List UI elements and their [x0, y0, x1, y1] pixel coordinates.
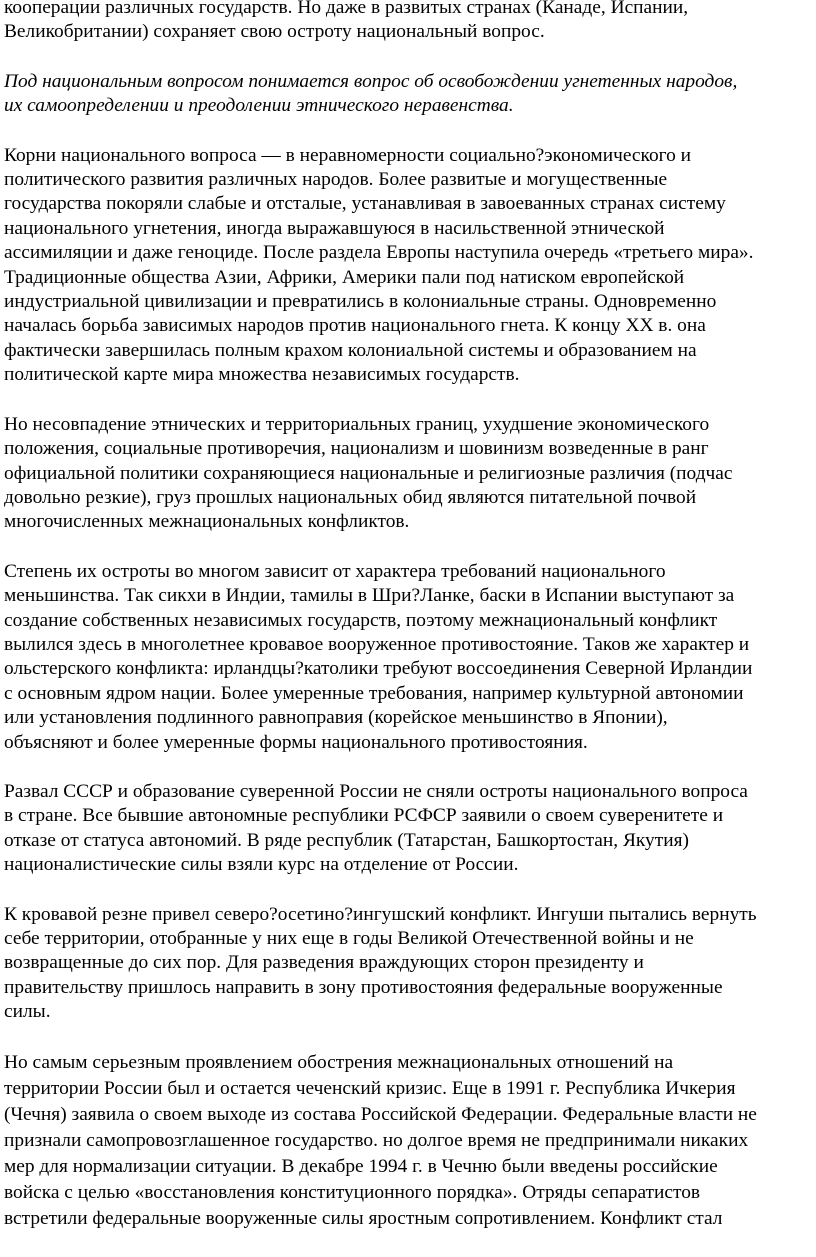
paragraph-ussr: [4, 780, 816, 878]
text-line: правительству пришлось направить в зону противостояния федеральные вооруженные: [4, 976, 723, 998]
text-line: началась борьба зависимых народов против национального гнета. К концу XX в. она: [4, 315, 706, 337]
text-line: фактически завершилась полным крахом колониальной системы и образованием на: [4, 339, 697, 361]
text-line: Корни национального вопроса — в неравномерности социально?экономического и: [4, 144, 692, 166]
text-line: Но самым серьезным проявлением обострения межнациональных отношений на: [4, 1051, 674, 1073]
text-line: индустриальной цивилизации и превратились в колониальные страны. Одновременно: [4, 291, 717, 313]
paragraph-conflicts: [4, 413, 816, 535]
text-line: официальной политики сохраняющиеся национальные и религиозные различия (подчас: [4, 462, 733, 484]
text-line: объясняют и более умеренные формы национального противостояния.: [4, 731, 588, 753]
text-line: ольстерского конфликта: ирландцы?католики требуют воссоединения Северной Ирландии: [4, 658, 753, 680]
text-line: многочисленных межнациональных конфликтов.: [4, 511, 410, 533]
paragraph-severity: [4, 560, 816, 755]
text-line: Развал СССР и образование суверенной России не сняли остроты национального вопроса: [4, 780, 748, 802]
text-line: положения, социальные противоречия, национализм и шовинизм возведенные в ранг: [4, 438, 709, 460]
paragraph-ossetia: [4, 903, 816, 1025]
text-line: встретили федеральные вооруженные силы яростным сопротивлением. Конфликт стал: [4, 1207, 723, 1229]
paragraph-intro: [4, 0, 816, 45]
text-line: политического развития различных народов. Более развитые и могущественные: [4, 169, 668, 191]
text-line: территории России был и остается чеченский кризис. Еще в 1991 г. Республика Ичкерия: [4, 1077, 736, 1099]
text-line: создание собственных независимых государств, поэтому межнациональный конфликт: [4, 609, 718, 631]
text-line: государства покоряли слабые и отсталые, устанавливая в завоеванных странах систему: [4, 193, 726, 215]
text-line: (Чечня) заявила о своем выходе из состава Российской Федерации. Федеральные власти не: [4, 1103, 757, 1125]
text-line: Под национальным вопросом понимается вопрос об освобождении угнетенных народов,: [4, 70, 738, 92]
text-line: в стране. Все бывшие автономные республики РСФСР заявили о своем суверенитете и: [4, 805, 724, 827]
text-line: или установления подлинного равноправия (корейское меньшинство в Японии),: [4, 707, 668, 729]
text-line: отказе от статуса автономий. В ряде республик (Татарстан, Башкортостан, Якутия): [4, 829, 689, 851]
text-line: политической карте мира множества независимых государств.: [4, 364, 520, 386]
paragraph-chechnya: [4, 1050, 816, 1232]
text-line: возвращенные до сих пор. Для разведения враждующих сторон президенту и: [4, 952, 644, 974]
text-line: кооперации различных государств. Но даже в развитых странах (Канаде, Испании,: [4, 0, 689, 18]
text-line: Но несовпадение этнических и территориальных границ, ухудшение экономического: [4, 413, 710, 435]
paragraph-roots: [4, 144, 816, 388]
text-line: К кровавой резне привел северо?осетино?ингушский конфликт. Ингуши пытались вернуть: [4, 903, 757, 925]
text-line: мер для нормализации ситуации. В декабре 1994 г. в Чечню были введены российские: [4, 1155, 718, 1177]
text-line: национального угнетения, иногда выражавшуюся в насильственной этнической: [4, 217, 665, 239]
text-line: признали самопровозглашенное государство. но долгое время не предпринимали никаких: [4, 1129, 749, 1151]
document-page: [4, 0, 816, 1257]
paragraph-definition: [4, 70, 816, 119]
text-line: себе территории, отобранные у них еще в годы Великой Отечественной войны и не: [4, 928, 694, 949]
text-line: националистические силы взяли курс на отделение от России.: [4, 854, 519, 876]
text-line: с основным ядром нации. Более умеренные требования, например культурной автономии: [4, 682, 744, 704]
text-line: меньшинства. Так сикхи в Индии, тамилы в Шри?Ланке, баски в Испании выступают за: [4, 585, 735, 607]
text-line: их самоопределении и преодолении этнического неравенства.: [4, 95, 514, 117]
text-line: довольно резкие), груз прошлых национальных обид являются питательной почвой: [4, 486, 697, 508]
text-line: вылился здесь в многолетнее кровавое вооруженное противостояние. Таков же характер и: [4, 633, 750, 655]
text-line: Великобритании) сохраняет свою остроту национальный вопрос.: [4, 21, 545, 43]
text-line: силы.: [4, 1001, 51, 1023]
text-line: войска с целью «восстановления конституционного порядка». Отряды сепаратистов: [4, 1181, 701, 1203]
text-line: ассимиляции и даже геноциде. После раздела Европы наступила очередь «третьего мира».: [4, 242, 754, 264]
text-line: Традиционные общества Азии, Африки, Америки пали под натиском европейской: [4, 266, 685, 288]
text-line: Степень их остроты во многом зависит от характера требований национального: [4, 560, 666, 582]
